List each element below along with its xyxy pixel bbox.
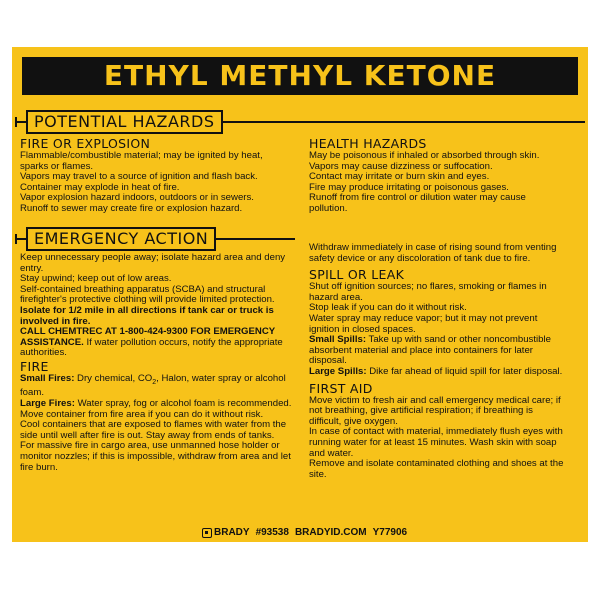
chemtrec-rest: If water pollution occurs, notify the appropriate authorities. xyxy=(20,336,283,359)
small-spills xyxy=(309,335,567,367)
label-footer xyxy=(202,527,407,538)
text-line: Keep unnecessary people away; isolate hazard area and deny entry. xyxy=(20,252,286,274)
text-line: Contact may irritate or burn skin and eyes. xyxy=(309,171,490,183)
text-line: Move victim to fresh air and call emergency medical care; if not breathing, give artificial respiration; if breathing is difficult, give oxygen. xyxy=(309,394,561,427)
section-tick xyxy=(15,117,17,127)
product-code: Y77906 xyxy=(372,527,408,538)
health-hazards-block xyxy=(309,137,559,215)
small-fires-text: Dry chemical, CO xyxy=(74,372,153,384)
chemtrec-notice xyxy=(20,327,292,359)
text-line: May be poisonous if inhaled or absorbed through skin. xyxy=(309,150,540,161)
text-line: Flammable/combustible material; may be ignited by heat, sparks or flames. xyxy=(20,150,263,172)
text-line: Move container from fire area if you can do it without risk. xyxy=(20,408,264,420)
small-spills-label: Small Spills: xyxy=(309,334,367,346)
small-fires xyxy=(20,374,292,399)
text-line: Runoff to sewer may create fire or explosion hazard. xyxy=(20,202,243,214)
large-fires-text: Water spray, fog or alcohol foam is recommended. xyxy=(74,398,292,410)
withdraw-notice: Withdraw immediately in case of rising sound from venting safety device or any discoloration of tank due to fire. xyxy=(309,242,557,264)
large-spills-label: Large Spills: xyxy=(309,365,367,377)
safety-label xyxy=(12,47,588,542)
potential-hazards-heading: POTENTIAL HAZARDS xyxy=(26,110,223,134)
chemtrec-call: CALL CHEMTREC AT 1-800-424-9300 FOR EMERGENCY ASSISTANCE. xyxy=(20,326,276,348)
small-spills-text: Take up with sand or other noncombustible absorbent material and place into containers for later disposal. xyxy=(309,334,551,367)
fire-heading: FIRE xyxy=(20,358,49,374)
text-line: For massive fire in cargo area, use unmanned hose holder or monitor nozzles; if this is impossible, withdraw from area and let fire burn. xyxy=(20,440,291,473)
small-fires-text-end: , Halon, water spray or alcohol foam. xyxy=(20,372,286,399)
large-spills xyxy=(309,367,567,378)
text-line: Vapors may cause dizziness or suffocation. xyxy=(309,160,493,172)
isolate-notice: Isolate for 1/2 mile in all directions if tank car or truck is involved in fire. xyxy=(20,304,274,327)
small-fires-label: Small Fires: xyxy=(20,372,75,384)
chemical-name-title: ETHYL METHYL KETONE xyxy=(22,57,578,95)
fire-explosion-block xyxy=(20,137,292,215)
brady-brand: BRADY xyxy=(214,527,250,538)
co2-subscript: 2 xyxy=(152,378,157,386)
emergency-right-column xyxy=(309,243,567,480)
text-line: Vapors may travel to a source of ignition and flash back. xyxy=(20,171,258,183)
website: BRADYID.COM xyxy=(294,527,367,538)
text-line: Fire may produce irritating or poisonous gases. xyxy=(309,181,509,193)
text-line: Stop leak if you can do it without risk. xyxy=(309,302,467,314)
fire-explosion-heading: FIRE OR EXPLOSION xyxy=(20,136,151,151)
brady-logo xyxy=(202,527,250,538)
health-hazards-heading: HEALTH HAZARDS xyxy=(309,136,427,151)
large-fires-label: Large Fires: xyxy=(20,398,75,410)
text-line: Stay upwind; keep out of low areas. xyxy=(20,273,172,285)
emergency-left-column xyxy=(20,253,292,473)
large-spills-text: Dike far ahead of liquid spill for later disposal. xyxy=(366,365,563,377)
brady-logo-icon xyxy=(202,528,212,538)
text-line: Vapor explosion hazard indoors, outdoors or in sewers. xyxy=(20,192,254,204)
section-tick xyxy=(15,234,17,244)
text-line: Shut off ignition sources; no flares, smoking or flames in hazard area. xyxy=(309,281,547,303)
spill-leak-heading: SPILL OR LEAK xyxy=(309,267,405,283)
text-line: Cool containers that are exposed to flames with water from the side until well after fire is out. Stay away from ends of tanks. xyxy=(20,419,287,441)
part-number: #93538 xyxy=(255,527,289,538)
text-line: Self-contained breathing apparatus (SCBA) and structural firefighter's protective clothing will provide limited protection. xyxy=(20,283,275,306)
text-line: Runoff from fire control or dilution water may cause pollution. xyxy=(309,192,526,214)
text-line: In case of contact with material, immediately flush eyes with running water for at least 15 minutes. Wash skin with soap and water. xyxy=(309,426,563,459)
text-line: Container may explode in heat of fire. xyxy=(20,181,180,193)
text-line: Water spray may reduce vapor; but it may not prevent ignition in closed spaces. xyxy=(309,312,538,335)
text-line: Remove and isolate contaminated clothing and shoes at the site. xyxy=(309,458,564,480)
first-aid-heading: FIRST AID xyxy=(309,380,373,396)
emergency-action-heading: EMERGENCY ACTION xyxy=(26,227,216,251)
